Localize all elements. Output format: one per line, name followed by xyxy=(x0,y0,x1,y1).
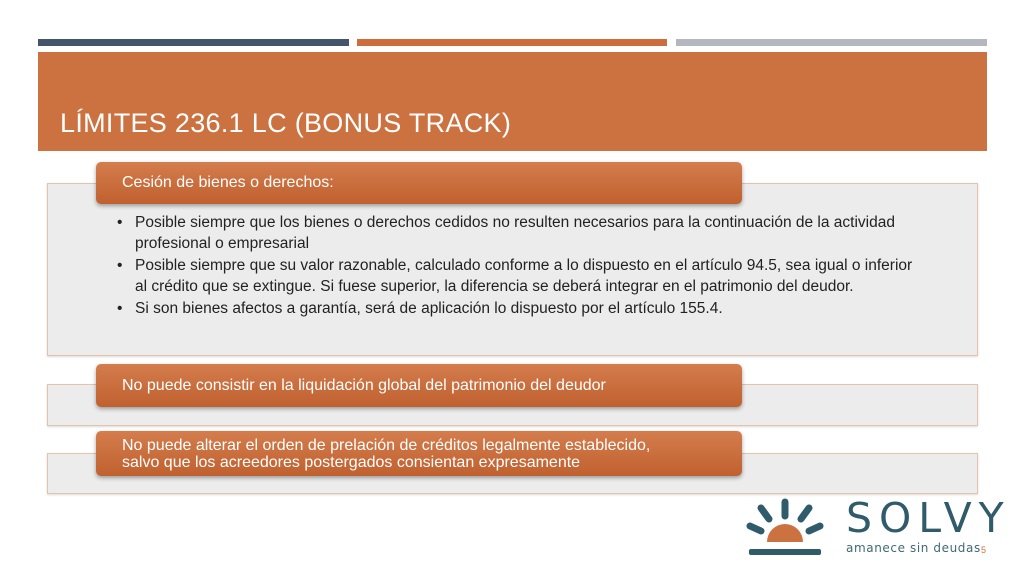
brand-tagline: amanece sin deudas xyxy=(846,541,981,555)
heading-line: salvo que los acreedores postergados consientan expresamente xyxy=(122,454,581,471)
heading-line: No puede alterar el orden de prelación de créditos legalmente establecido, xyxy=(122,437,651,454)
bullet-item: • Posible siempre que su valor razonable, calculado conforme a lo dispuesto en el artículo 94.5, sea igual o inferior al crédito que se extingue. Si fuese superior, la diferencia se deberá integrar en el patrimonio del deudor. xyxy=(113,256,913,297)
section-heading-liquidacion: No puede consistir en la liquidación global del patrimonio del deudor xyxy=(96,364,742,407)
page-number: 5 xyxy=(981,545,987,555)
top-accent-bar-dark xyxy=(38,39,349,46)
title-banner xyxy=(38,52,987,151)
section-heading-cesion: Cesión de bienes o derechos: xyxy=(96,162,742,204)
cesion-bullet-list xyxy=(113,213,913,322)
sunrise-icon xyxy=(745,494,825,558)
section-heading-prelacion xyxy=(96,431,742,476)
bullet-item: • Si son bienes afectos a garantía, será de aplicación lo dispuesto por el artículo 155.4. xyxy=(113,299,913,320)
top-accent-bar-orange xyxy=(357,39,667,46)
top-accent-bar-gray xyxy=(676,39,987,46)
slide-title: LÍMITES 236.1 LC (BONUS TRACK) xyxy=(60,108,512,138)
bullet-item: • Posible siempre que los bienes o derechos cedidos no resulten necesarios para la continuación de la actividad profesional o empresarial xyxy=(113,213,913,254)
brand-wordmark: SOLVY xyxy=(846,494,1011,542)
